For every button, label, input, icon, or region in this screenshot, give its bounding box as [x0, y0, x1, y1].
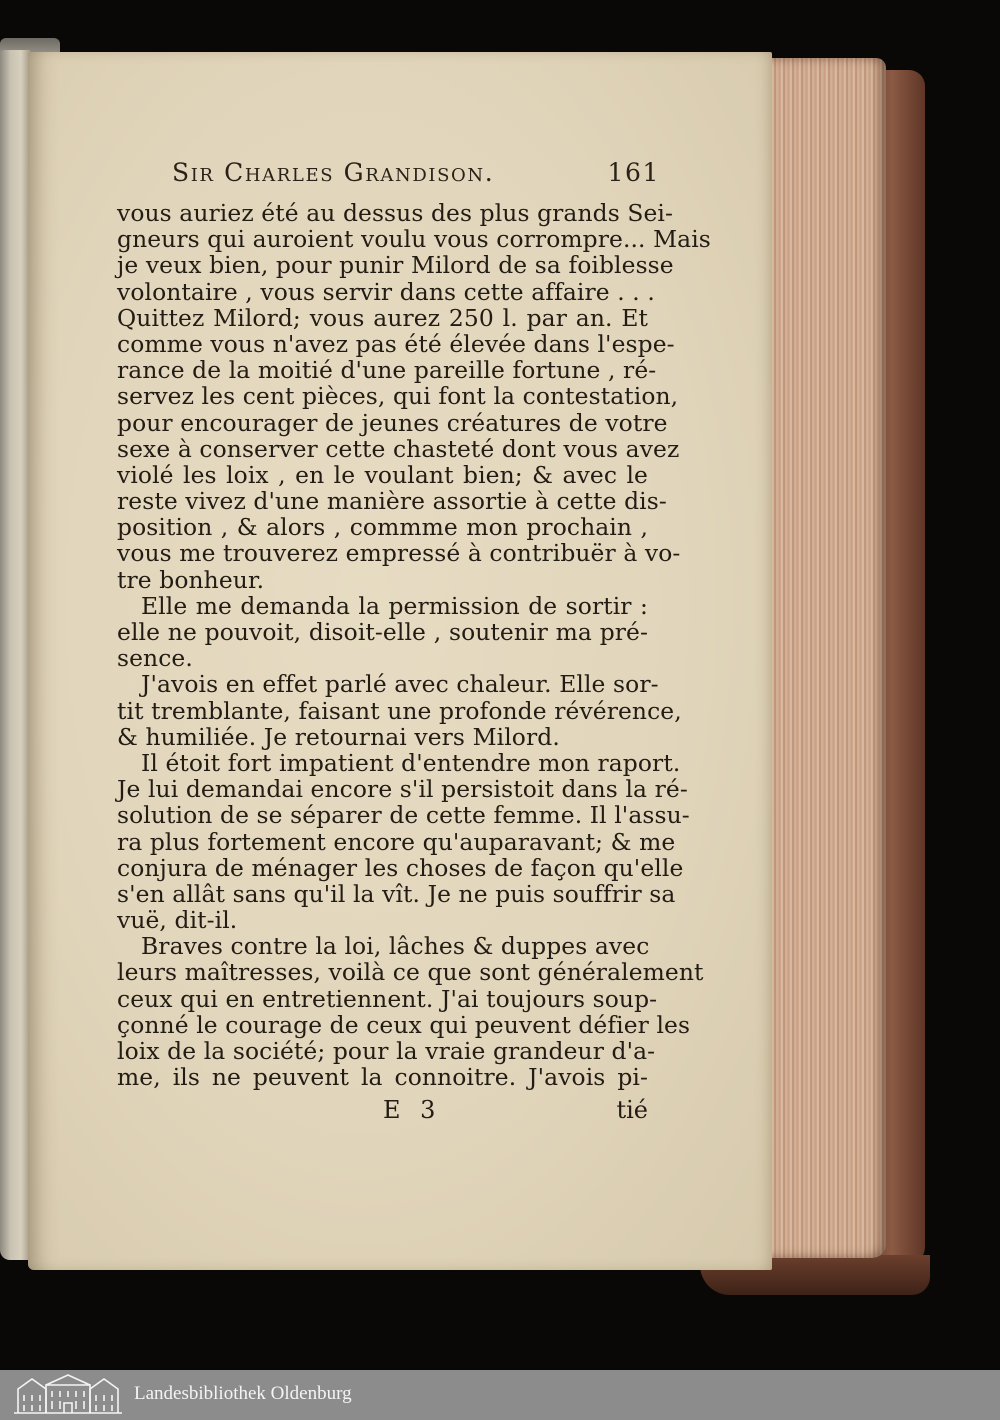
running-title: Sir Charles Grandison. — [172, 158, 495, 187]
text-line: je veux bien, pour punir Milord de sa foiblesse — [117, 251, 674, 280]
text-line: gneurs qui auroient voulu vous corrompre... Mais — [117, 225, 711, 254]
text-line: Quittez Milord; vous aurez 250 l. par an. Et — [117, 303, 648, 332]
text-line: volontaire , vous servir dans cette affaire . . . — [117, 277, 655, 306]
page-footer — [117, 1096, 648, 1126]
text-line: vous auriez été au dessus des plus grands Sei- — [117, 199, 674, 227]
text-line: loix de la société; pour la vraie grandeur d'a- — [117, 1037, 656, 1065]
text-line: me, ils ne peuvent la connoitre. J'avois pi- — [117, 1063, 648, 1092]
text-line: solution de se séparer de cette femme. Il l'assu- — [117, 801, 690, 830]
body-text — [117, 199, 711, 1092]
text-line: comme vous n'avez pas été élevée dans l'espe- — [117, 329, 675, 358]
text-line: Il étoit fort impatient d'entendre mon raport. — [141, 748, 681, 777]
page-number: 161 — [607, 158, 660, 187]
text-line: tre bonheur. — [117, 565, 265, 594]
text-line: reste vivez d'une manière assortie à cette dis- — [117, 487, 667, 516]
text-line: sexe à conserver cette chasteté dont vous avez — [117, 434, 680, 463]
text-line: tit tremblante, faisant une profonde révérence, — [117, 696, 682, 725]
library-name: Landesbibliothek Oldenburg — [134, 1383, 352, 1404]
text-line: s'en allât sans qu'il la vît. Je ne puis souffrir sa — [117, 879, 676, 908]
catchword: tié — [616, 1096, 648, 1124]
library-footer-bar — [0, 1370, 1000, 1420]
previous-page-edge — [0, 50, 30, 1260]
text-line: & humiliée. Je retournai vers Milord. — [117, 722, 560, 751]
signature-mark: E 3 — [383, 1096, 442, 1124]
text-line: sence. — [117, 644, 193, 673]
text-line: Braves contre la loi, lâches & duppes avec — [141, 932, 650, 961]
text-line: leurs maîtresses, voilà ce que sont généralement — [117, 958, 704, 987]
text-line: ra plus fortement encore qu'auparavant; & me — [117, 827, 676, 856]
text-line: elle ne pouvoit, disoit-elle , soutenir ma pré- — [117, 618, 648, 646]
text-line: vuë, dit-il. — [117, 906, 238, 935]
text-line: vous me trouverez empressé à contribuër à vo- — [117, 539, 681, 568]
text-line: Elle me demanda la permission de sortir : — [141, 591, 648, 620]
text-line: position , & alors , commme mon prochain , — [117, 513, 648, 542]
text-line: çonné le courage de ceux qui peuvent défier les — [117, 1010, 691, 1039]
text-line: violé les loix , en le voulant bien; & avec le — [117, 460, 648, 489]
text-line: pour encourager de jeunes créatures de votre — [117, 408, 668, 437]
text-line: servez les cent pièces, qui font la contestation, — [117, 382, 679, 411]
text-line: Je lui demandai encore s'il persistoit dans la ré- — [117, 775, 688, 804]
text-line: rance de la moitié d'une pareille fortune , ré- — [117, 356, 657, 385]
running-header — [172, 158, 660, 198]
text-line: J'avois en effet parlé avec chaleur. Elle sor- — [141, 670, 659, 699]
text-line: conjura de ménager les choses de façon qu'elle — [117, 853, 684, 882]
text-line: ceux qui en entretiennent. J'ai toujours soup- — [117, 984, 658, 1013]
page-block-fore-edge — [768, 58, 886, 1258]
library-building-logo-icon — [12, 1373, 124, 1415]
